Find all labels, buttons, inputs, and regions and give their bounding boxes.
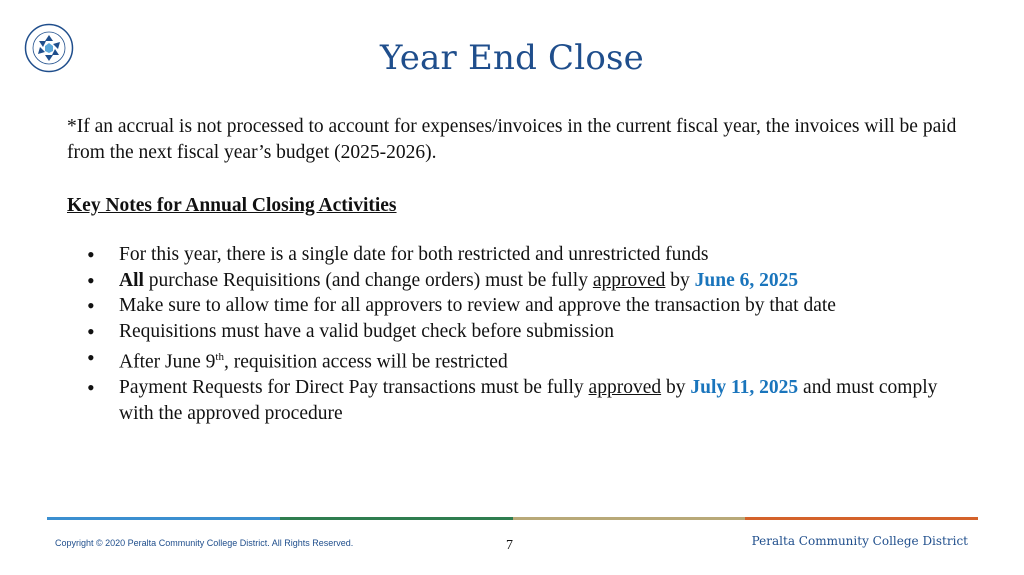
district-name: Peralta Community College District [751,534,968,548]
list-item-bold: All [119,269,144,291]
footer-bar-segment [513,517,746,520]
list-item-text: For this year, there is a single date for both restricted and unrestricted funds [119,244,709,265]
page-number: 7 [506,538,513,553]
list-item-text: After June 9 [119,351,216,373]
bullet-icon: • [87,319,95,345]
footer-color-bar [47,517,978,520]
bullet-icon: • [87,344,95,370]
list-item-text: Make sure to allow time for all approvers to review and approve the transaction by that date [119,295,836,317]
key-notes-list [67,242,947,426]
page-title: Year End Close [380,38,644,78]
list-item-text: by [665,269,695,291]
deadline-date: July 11, 2025 [690,377,799,399]
list-item-text: Payment Requests for Direct Pay transactions must be fully [119,377,589,399]
list-item [67,345,947,375]
bullet-icon: • [87,375,95,401]
key-notes-heading: Key Notes for Annual Closing Activities [67,195,397,216]
list-item-text: Requisitions must have a valid budget check before submission [119,321,614,343]
footer-bar-segment [47,517,280,520]
list-item [67,319,947,345]
list-item-text: by [661,377,691,399]
accrual-note: *If an accrual is not processed to account for expenses/invoices in the current fiscal year, the invoices will be paid from the next fiscal year’s budget (2025-2026). [67,116,957,163]
list-item [67,242,947,268]
footer-bar-segment [280,517,513,520]
footer-bar-segment [745,517,978,520]
list-item-text: , requisition access will be restricted [223,351,508,373]
list-item [67,375,947,426]
bullet-icon: • [87,293,95,319]
approved-emphasis: approved [588,377,662,399]
superscript: th [215,350,224,363]
deadline-date: June 6, 2025 [694,269,799,291]
list-item [67,268,947,294]
approved-emphasis: approved [592,269,666,291]
list-item-text: purchase Requisitions (and change orders) must be fully [143,269,593,291]
bullet-icon: • [87,267,95,293]
copyright-notice: Copyright © 2020 Peralta Community College District. All Rights Reserved. [55,538,354,548]
bullet-icon: • [87,242,95,267]
list-item [67,293,947,319]
list-item-text: and must comply with the approved procedure [119,377,938,424]
